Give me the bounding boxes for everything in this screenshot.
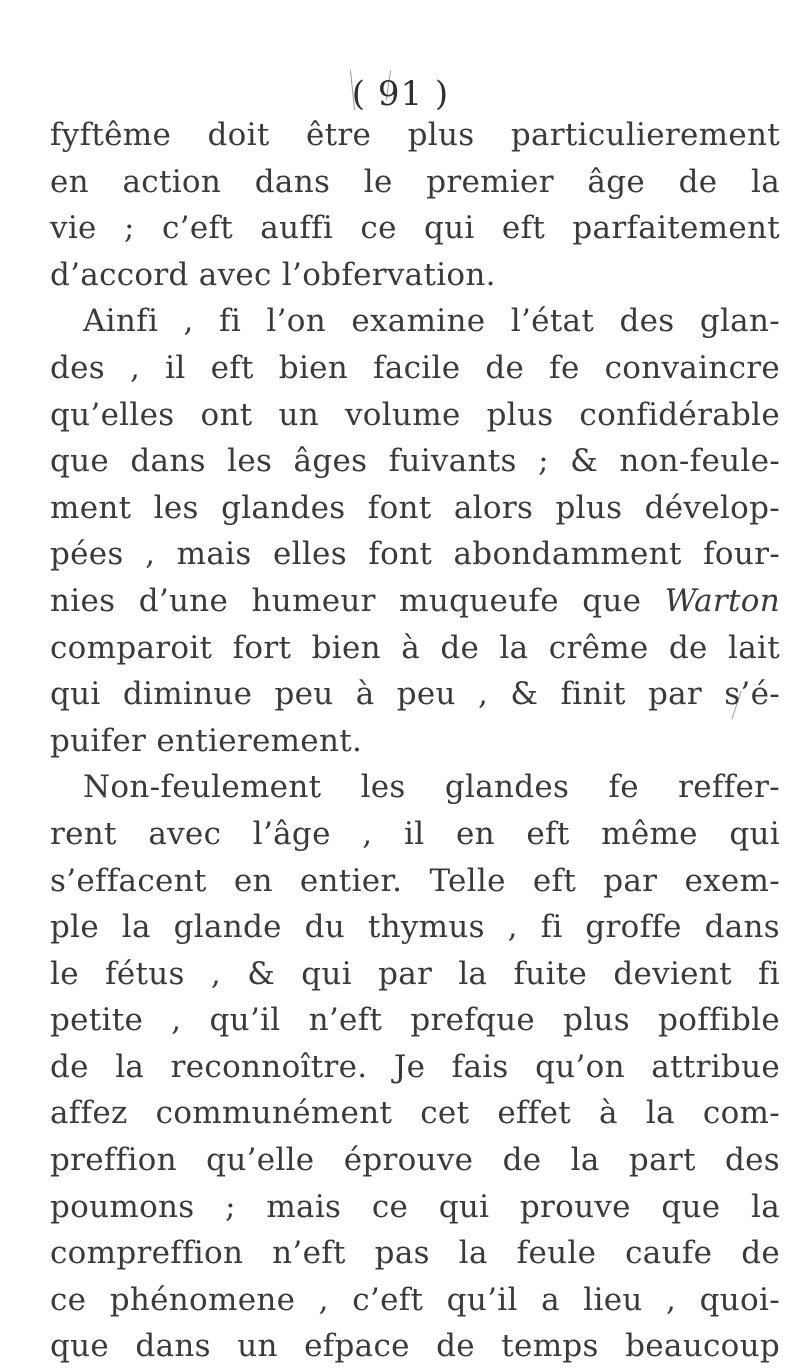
text-line: d’accord avec l’obfervation. [50,256,496,293]
text-line: puifer entierement. [50,722,363,759]
text-line: pées , mais elles font abondamment four- [50,536,780,573]
paragraph-first-line: Non-feulement les glandes fe reffer- [83,769,780,806]
text-line: comparoit fort bien à de la crême de lait [50,629,780,666]
text-line: affez communément cet effet à la com- [50,1095,780,1132]
text-line: fyftême doit être plus particulierement [50,117,780,153]
text-line-segment: nies d’une humeur muqueufe que [50,582,642,619]
text-line: s’effacent en entier. Telle eft par exem- [50,862,780,899]
text-line: des , il eft bien facile de fe convaincre [50,349,780,386]
text-line: vie ; c’eft auffi ce qui eft parfaitement [50,210,780,247]
body-text [50,112,780,1370]
text-line: ple la glande du thymus , fi groffe dans [50,909,780,946]
text-line: poumons ; mais ce qui prouve que la [50,1188,780,1225]
text-line: ce phénomene , c’eft qu’il a lieu , quoi- [50,1281,780,1318]
text-line-with-name [50,578,780,625]
text-line: de la reconnoître. Je fais qu’on attribue [50,1048,780,1085]
text-line: en action dans le premier âge de la [50,163,780,200]
text-line: qui diminue peu à peu , & finit par s’é- [50,676,780,713]
text-line: le fétus , & qui par la fuite devient fi [50,955,780,992]
author-name: Warton [664,582,781,619]
text-line: que dans les âges fuivants ; & non-feule- [50,443,780,480]
text-line: compreffion n’eft pas la feule caufe de [50,1235,780,1272]
text-line: que dans un efpace de temps beaucoup [50,1328,780,1365]
text-line: qu’elles ont un volume plus confidérable [50,396,780,433]
page-number: ( 91 ) [351,74,450,114]
text-line: ment les glandes font alors plus dévelop- [50,489,780,526]
text-line: petite , qu’il n’eft prefque plus poffible [50,1002,780,1039]
text-line: rent avec l’âge , il en eft même qui [50,815,780,852]
text-line: preffion qu’elle éprouve de la part des [50,1142,780,1179]
paragraph-first-line: Ainfi , fi l’on examine l’état des glan- [83,303,780,340]
